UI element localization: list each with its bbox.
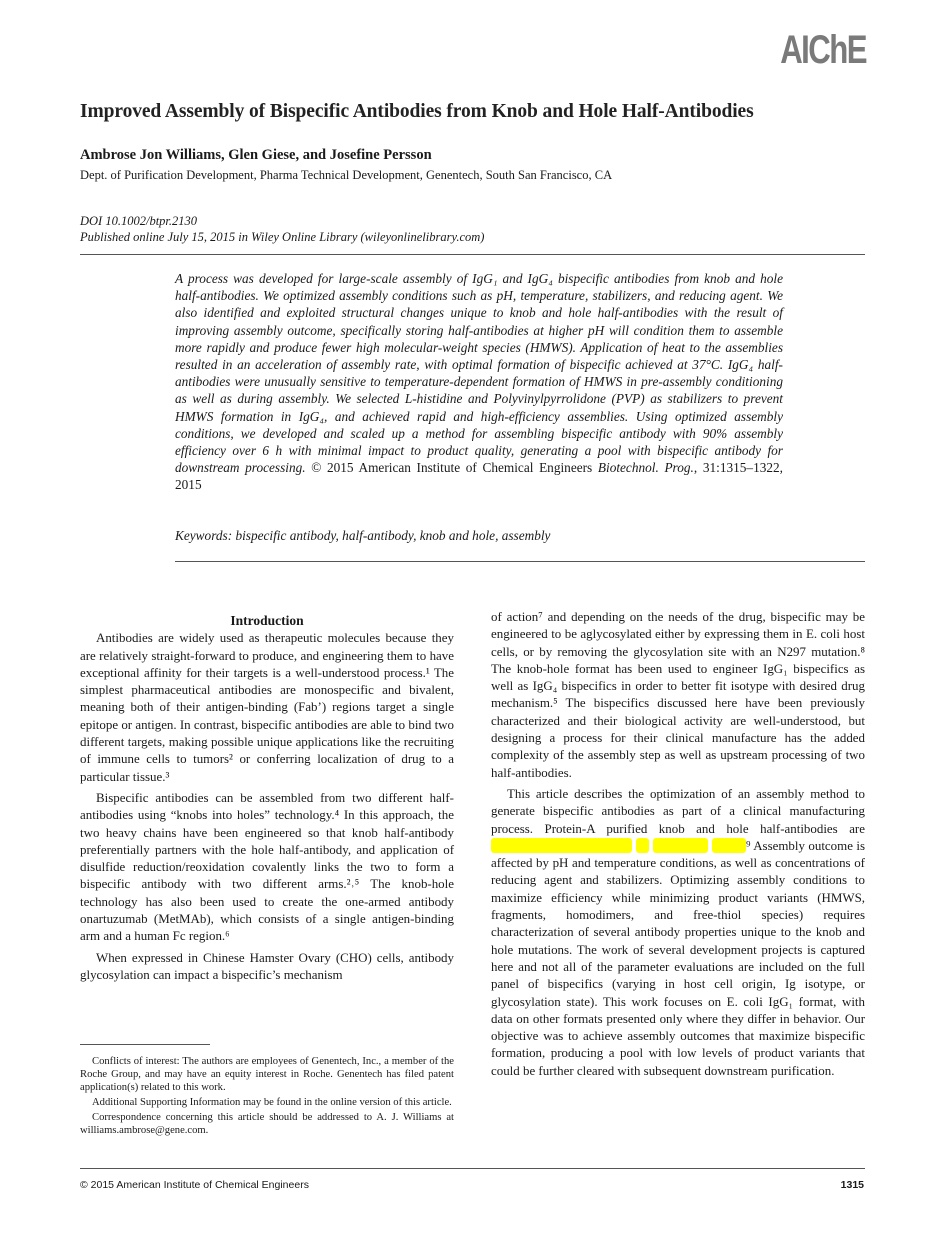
doi: DOI 10.1002/btpr.2130 xyxy=(80,214,198,228)
highlight-redaction xyxy=(712,838,746,853)
page-number: 1315 xyxy=(840,1179,864,1191)
abstract-copyright: © 2015 American Institute of Chemical Engineers xyxy=(311,460,593,476)
section-heading-introduction: Introduction xyxy=(230,613,304,628)
doi-block xyxy=(80,213,484,245)
paragraph: When expressed in Chinese Hamster Ovary (CHO) cells, antibody glycosylation can impact a bispecific’s mechanism xyxy=(80,949,454,982)
right-column xyxy=(491,608,865,1079)
highlight-redaction xyxy=(653,838,708,853)
published-online: Published online July 15, 2015 in Wiley Online Library (wileyonlinelibrary.com) xyxy=(80,230,485,244)
paragraph-part: ⁹ Assembly outcome is affected by pH and temperature conditions, as well as concentrations of reducing agent and stabilizers. Optimizing assembly conditions to maximize efficiency while minimizing product variants (HMWS, fragments, homodimers, and free-thiol species) requires characterization of several antibody properties unique to the knob and hole mutations. The work of several development projects is captured here and not all of the parameter evaluations are included on the full panel of bispecifics (varying in host cell origin, Ig isotype, or glycosylation state). This work focuses on E. coli IgG₁ format, with data on other formats presented only where they differ in behavior. Our objective was to achieve assembly outcomes that maximize bispecific formation, producing a pool with low levels of product variants that could be further cleared with subsequent downstream purification. xyxy=(491,837,866,1078)
paragraph: of action⁷ and depending on the needs of the drug, bispecific may be engineered to be aglycosylated either by expressing them in E. coli host cells, or by removing the glycosylation site with an N297 mutation.⁸ The knob-hole format has been used to engineer IgG₁ bispecifics as well as IgG₄ bispecifics in order to better fit isotype with desired drug mechanism.⁵ The bispecifics discussed here have been previously characterized and their biological activity are well-understood, but designing a process for their clinical manufacture has the added complexity of the assembly step as well as upstream processing of two half-antibodies. xyxy=(491,609,865,780)
abstract-rule xyxy=(175,561,865,562)
abstract-journal: Biotechnol. Prog. xyxy=(597,460,694,476)
footnote-supporting: Additional Supporting Information may be found in the online version of this article. xyxy=(92,1097,452,1108)
highlight-redaction xyxy=(491,838,632,853)
footnotes xyxy=(80,1055,454,1139)
highlight-redaction xyxy=(636,838,650,853)
top-rule xyxy=(80,254,865,255)
paragraph: Bispecific antibodies can be assembled from two different half-antibodies using “knobs into holes” technology.⁴ In this approach, the two heavy chains have been engineered so that knob half-antibody preferentially partners with the hole half-antibody, and application of disulfide reduction/reoxidation covalently links the two to form a bispecific antibody with two different arms.²˒⁵ The knob-hole technology has also been used to create the one-armed antibody onartuzumab (MetMAb), which consists of a single antigen-binding arm and a human Fc region.⁶ xyxy=(80,789,454,944)
paragraph-with-highlight xyxy=(491,785,865,1079)
footnote-correspondence: Correspondence concerning this article should be addressed to A. J. Williams at williams.ambrose@gene.com. xyxy=(80,1112,454,1136)
abstract-citation: , 31:1315–1322, 2015 xyxy=(175,460,783,493)
paragraph: Antibodies are widely used as therapeutic molecules because they are relatively straight-forward to produce, and engineering them to have exceptional affinity for their targets is a well-understood process.¹ The simplest pharmaceutical antibodies are monospecific and bivalent, meaning both of their antigen-binding (Fab’) regions target a single epitope or antigen. In contrast, bispecific antibodies are able to bind two different targets, making possible unique applications like the recruiting of immune cells to tumors² or conferring localization of drug to a particular tissue.³ xyxy=(80,630,454,784)
aiche-logo: AIChE xyxy=(780,28,866,72)
abstract xyxy=(175,270,783,494)
affiliation: Dept. of Purification Development, Pharma Technical Development, Genentech, South San Francisco, CA xyxy=(80,168,613,182)
footer-copyright: © 2015 American Institute of Chemical Engineers xyxy=(80,1179,309,1191)
bottom-rule xyxy=(80,1168,865,1169)
paragraph-part: This article describes the optimization of an assembly method to generate bispecific antibodies as part of a clinical manufacturing process. Protein-A purified knob and hole half-antibodies are xyxy=(491,785,865,836)
footnote-conflicts: Conflicts of interest: The authors are employees of Genentech, Inc., a member of the Roche Group, and may have an equity interest in Roche. Genentech has filed patent application(s) related to this work. xyxy=(80,1056,454,1093)
abstract-body: A process was developed for large-scale assembly of IgG₁ and IgG₄ bispecific antibodies from knob and hole half-antibodies. We optimized assembly conditions such as pH, temperature, stabilizers, and reducing agent. We also identified and exploited structural changes unique to knob and hole half-antibodies with the result of improving assembly outcome, specifically storing half-antibodies at higher pH will condition them to assemble more rapidly and produce fewer high molecular-weight species (HMWS). Application of heat to the assemblies resulted in an acceleration of assembly rate, with optimal formation of bispecific achieved at 37°C. IgG₄ half-antibodies were unusually sensitive to temperature-dependent formation of HMWS in pre-assembly conditioning as well as during assembly. We selected L-histidine and Polyvinylpyrrolidone (PVP) as stabilizers to prevent HMWS formation in IgG₄, and achieved rapid and high-efficiency assemblies. Using optimized assembly conditions, we developed and scaled up a method for assembling bispecific antibody with 90% assembly efficiency over 6 h with minimal impact to product quality, generating a pool with bispecific antibody for downstream processing. xyxy=(175,271,783,476)
keywords: Keywords: bispecific antibody, half-antibody, knob and hole, assembly xyxy=(175,528,551,543)
footnote-rule xyxy=(80,1044,210,1045)
authors: Ambrose Jon Williams, Glen Giese, and Josefine Persson xyxy=(80,147,432,163)
article-title: Improved Assembly of Bispecific Antibodies from Knob and Hole Half-Antibodies xyxy=(80,101,754,122)
left-column xyxy=(80,612,454,983)
